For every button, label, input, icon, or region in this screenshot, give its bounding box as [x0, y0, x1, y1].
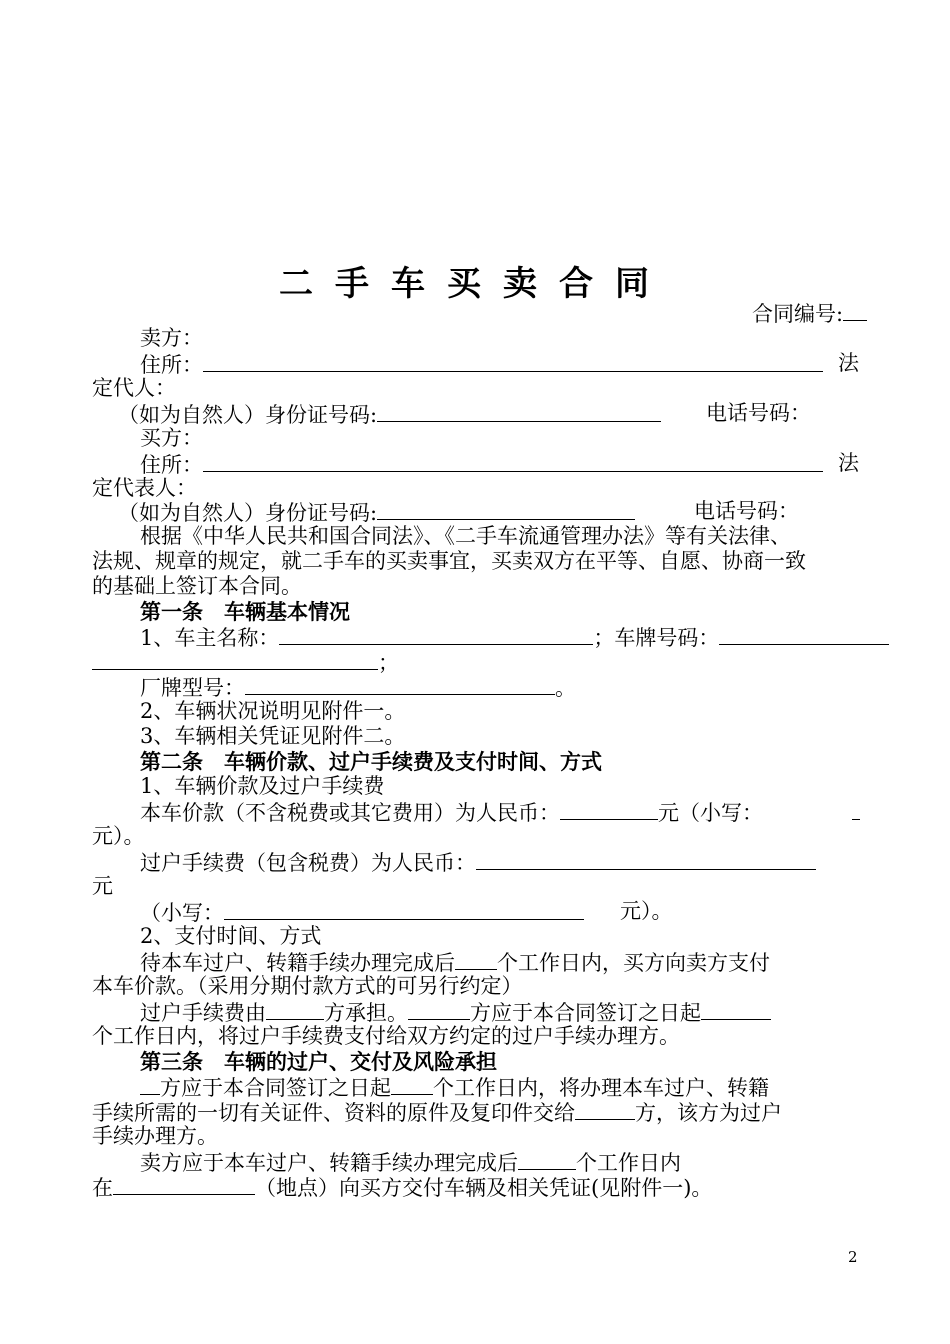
- seller-phone-label: 电话号码：: [706, 401, 811, 425]
- blank: [575, 1099, 635, 1120]
- blank: [455, 949, 497, 970]
- document-title: 二手车买卖合同: [279, 264, 671, 304]
- delivery-text-d: （地点）向买方交付车辆及相关凭证(见附件一)。: [255, 1176, 713, 1200]
- semicolon: ；: [378, 651, 399, 675]
- blank: [408, 999, 470, 1020]
- blank: [140, 1074, 160, 1095]
- contract-no-label: 合同编号:: [752, 302, 844, 326]
- seller-address-line: [140, 351, 823, 376]
- plate-label: ；车牌号码：: [593, 626, 720, 650]
- transfer-text-a: 方应于本合同签订之日起: [160, 1076, 391, 1100]
- blank: [279, 624, 593, 645]
- id-label: （如为自然人）身份证号码:: [118, 403, 378, 427]
- period: 。: [555, 676, 576, 700]
- article-1-item-3: 3、车辆相关凭证见附件二。: [140, 724, 406, 748]
- buyer-id-line: [118, 499, 635, 524]
- blank: [377, 499, 635, 520]
- price-label: 本车价款（不含税费或其它费用）为人民币：: [140, 801, 560, 825]
- brand-label: 厂牌型号：: [140, 676, 245, 700]
- blank: [266, 999, 324, 1020]
- fee-small-line: [140, 899, 584, 924]
- fee-text-b: 方承担。: [324, 1001, 408, 1025]
- fee-line: [140, 849, 816, 874]
- delivery-text-a: 卖方应于本车过户、转籍手续办理完成后: [140, 1151, 518, 1175]
- blank: [843, 300, 867, 321]
- small-label: （小写：: [140, 901, 224, 925]
- pay-line-cont: 本车价款。（采用分期付款方式的可另行约定）: [92, 974, 523, 998]
- blank: [203, 451, 823, 472]
- fee-label: 过户手续费（包含税费）为人民币：: [140, 851, 476, 875]
- article-2-item-1: 1、车辆价款及过户手续费: [140, 774, 385, 798]
- fee-payer-line-cont: 个工作日内，将过户手续费支付给双方约定的过户手续办理方。: [92, 1024, 680, 1048]
- transfer-text-d: 方，该方为过户: [635, 1101, 782, 1125]
- address-label: 住所：: [140, 453, 203, 477]
- contract-no-line: [752, 300, 867, 325]
- yuan-small: 元（小写：: [658, 801, 763, 825]
- page-number: 2: [848, 1248, 858, 1266]
- buyer-address-line: [140, 451, 823, 476]
- price-small-blank: [852, 799, 860, 824]
- owner-line-cont: [92, 649, 399, 674]
- delivery-text-b: 个工作日内: [576, 1151, 681, 1175]
- id-label: （如为自然人）身份证号码:: [118, 501, 378, 525]
- preamble-1: 根据《中华人民共和国合同法》、《二手车流通管理办法》等有关法律、: [140, 524, 791, 548]
- buyer-phone-label: 电话号码：: [694, 499, 799, 523]
- pay-text-b: 个工作日内，买方向卖方支付: [497, 951, 770, 975]
- owner-line: [140, 624, 889, 649]
- price-line-cont: 元）。: [92, 824, 145, 848]
- preamble-2: 法规、规章的规定，就二手车的买卖事宜，买卖双方在平等、自愿、协商一致: [92, 549, 806, 573]
- blank: [476, 849, 816, 870]
- transfer-text-b: 个工作日内，将办理本车过户、转籍: [433, 1076, 769, 1100]
- blank: [92, 649, 378, 670]
- fee-line-cont: 元: [92, 874, 113, 898]
- fa-char: 法: [838, 451, 859, 475]
- blank: [224, 899, 584, 920]
- pay-text-a: 待本车过户、转籍手续办理完成后: [140, 951, 455, 975]
- article-3-heading: 第三条 车辆的过户、交付及风险承担: [140, 1049, 497, 1074]
- blank: [377, 401, 661, 422]
- delivery-line-2: [92, 1174, 712, 1199]
- blank: [719, 624, 889, 645]
- blank: [113, 1174, 255, 1195]
- price-line: [140, 799, 763, 824]
- article-1-heading: 第一条 车辆基本情况: [140, 599, 350, 624]
- transfer-line-2: [92, 1099, 782, 1124]
- article-1-item-2: 2、车辆状况说明见附件一。: [140, 699, 406, 723]
- blank: [701, 999, 771, 1020]
- brand-line: [140, 674, 576, 699]
- transfer-line: [140, 1074, 769, 1099]
- fee-text-c: 方应于本合同签订之日起: [470, 1001, 701, 1025]
- preamble-3: 的基础上签订本合同。: [92, 574, 302, 598]
- fee-text-a: 过户手续费由: [140, 1001, 266, 1025]
- owner-label: 1、车主名称：: [140, 626, 280, 650]
- blank: [245, 674, 555, 695]
- transfer-text-c: 手续所需的一切有关证件、资料的原件及复印件交给: [92, 1101, 575, 1125]
- delivery-text-c: 在: [92, 1176, 113, 1200]
- seller-label: 卖方：: [140, 326, 203, 350]
- rep1-line: 定代人：: [92, 376, 176, 400]
- delivery-line: [140, 1149, 681, 1174]
- pay-line: [140, 949, 770, 974]
- blank: [518, 1149, 576, 1170]
- seller-id-line: [118, 401, 661, 426]
- rep2-line: 定代表人：: [92, 476, 197, 500]
- blank: [852, 799, 860, 820]
- blank: [391, 1074, 433, 1095]
- buyer-line: 买方：: [140, 426, 203, 450]
- transfer-line-3: 手续办理方。: [92, 1124, 218, 1148]
- address-label: 住所：: [140, 353, 203, 377]
- fee-payer-line: [140, 999, 771, 1024]
- seller-line: [140, 326, 203, 351]
- blank: [203, 351, 823, 372]
- fee-small-close: 元）。: [620, 899, 673, 923]
- article-2-heading: 第二条 车辆价款、过户手续费及支付时间、方式: [140, 749, 602, 774]
- fa-char: 法: [838, 351, 859, 375]
- article-2-item-2: 2、支付时间、方式: [140, 924, 322, 948]
- blank: [560, 799, 658, 820]
